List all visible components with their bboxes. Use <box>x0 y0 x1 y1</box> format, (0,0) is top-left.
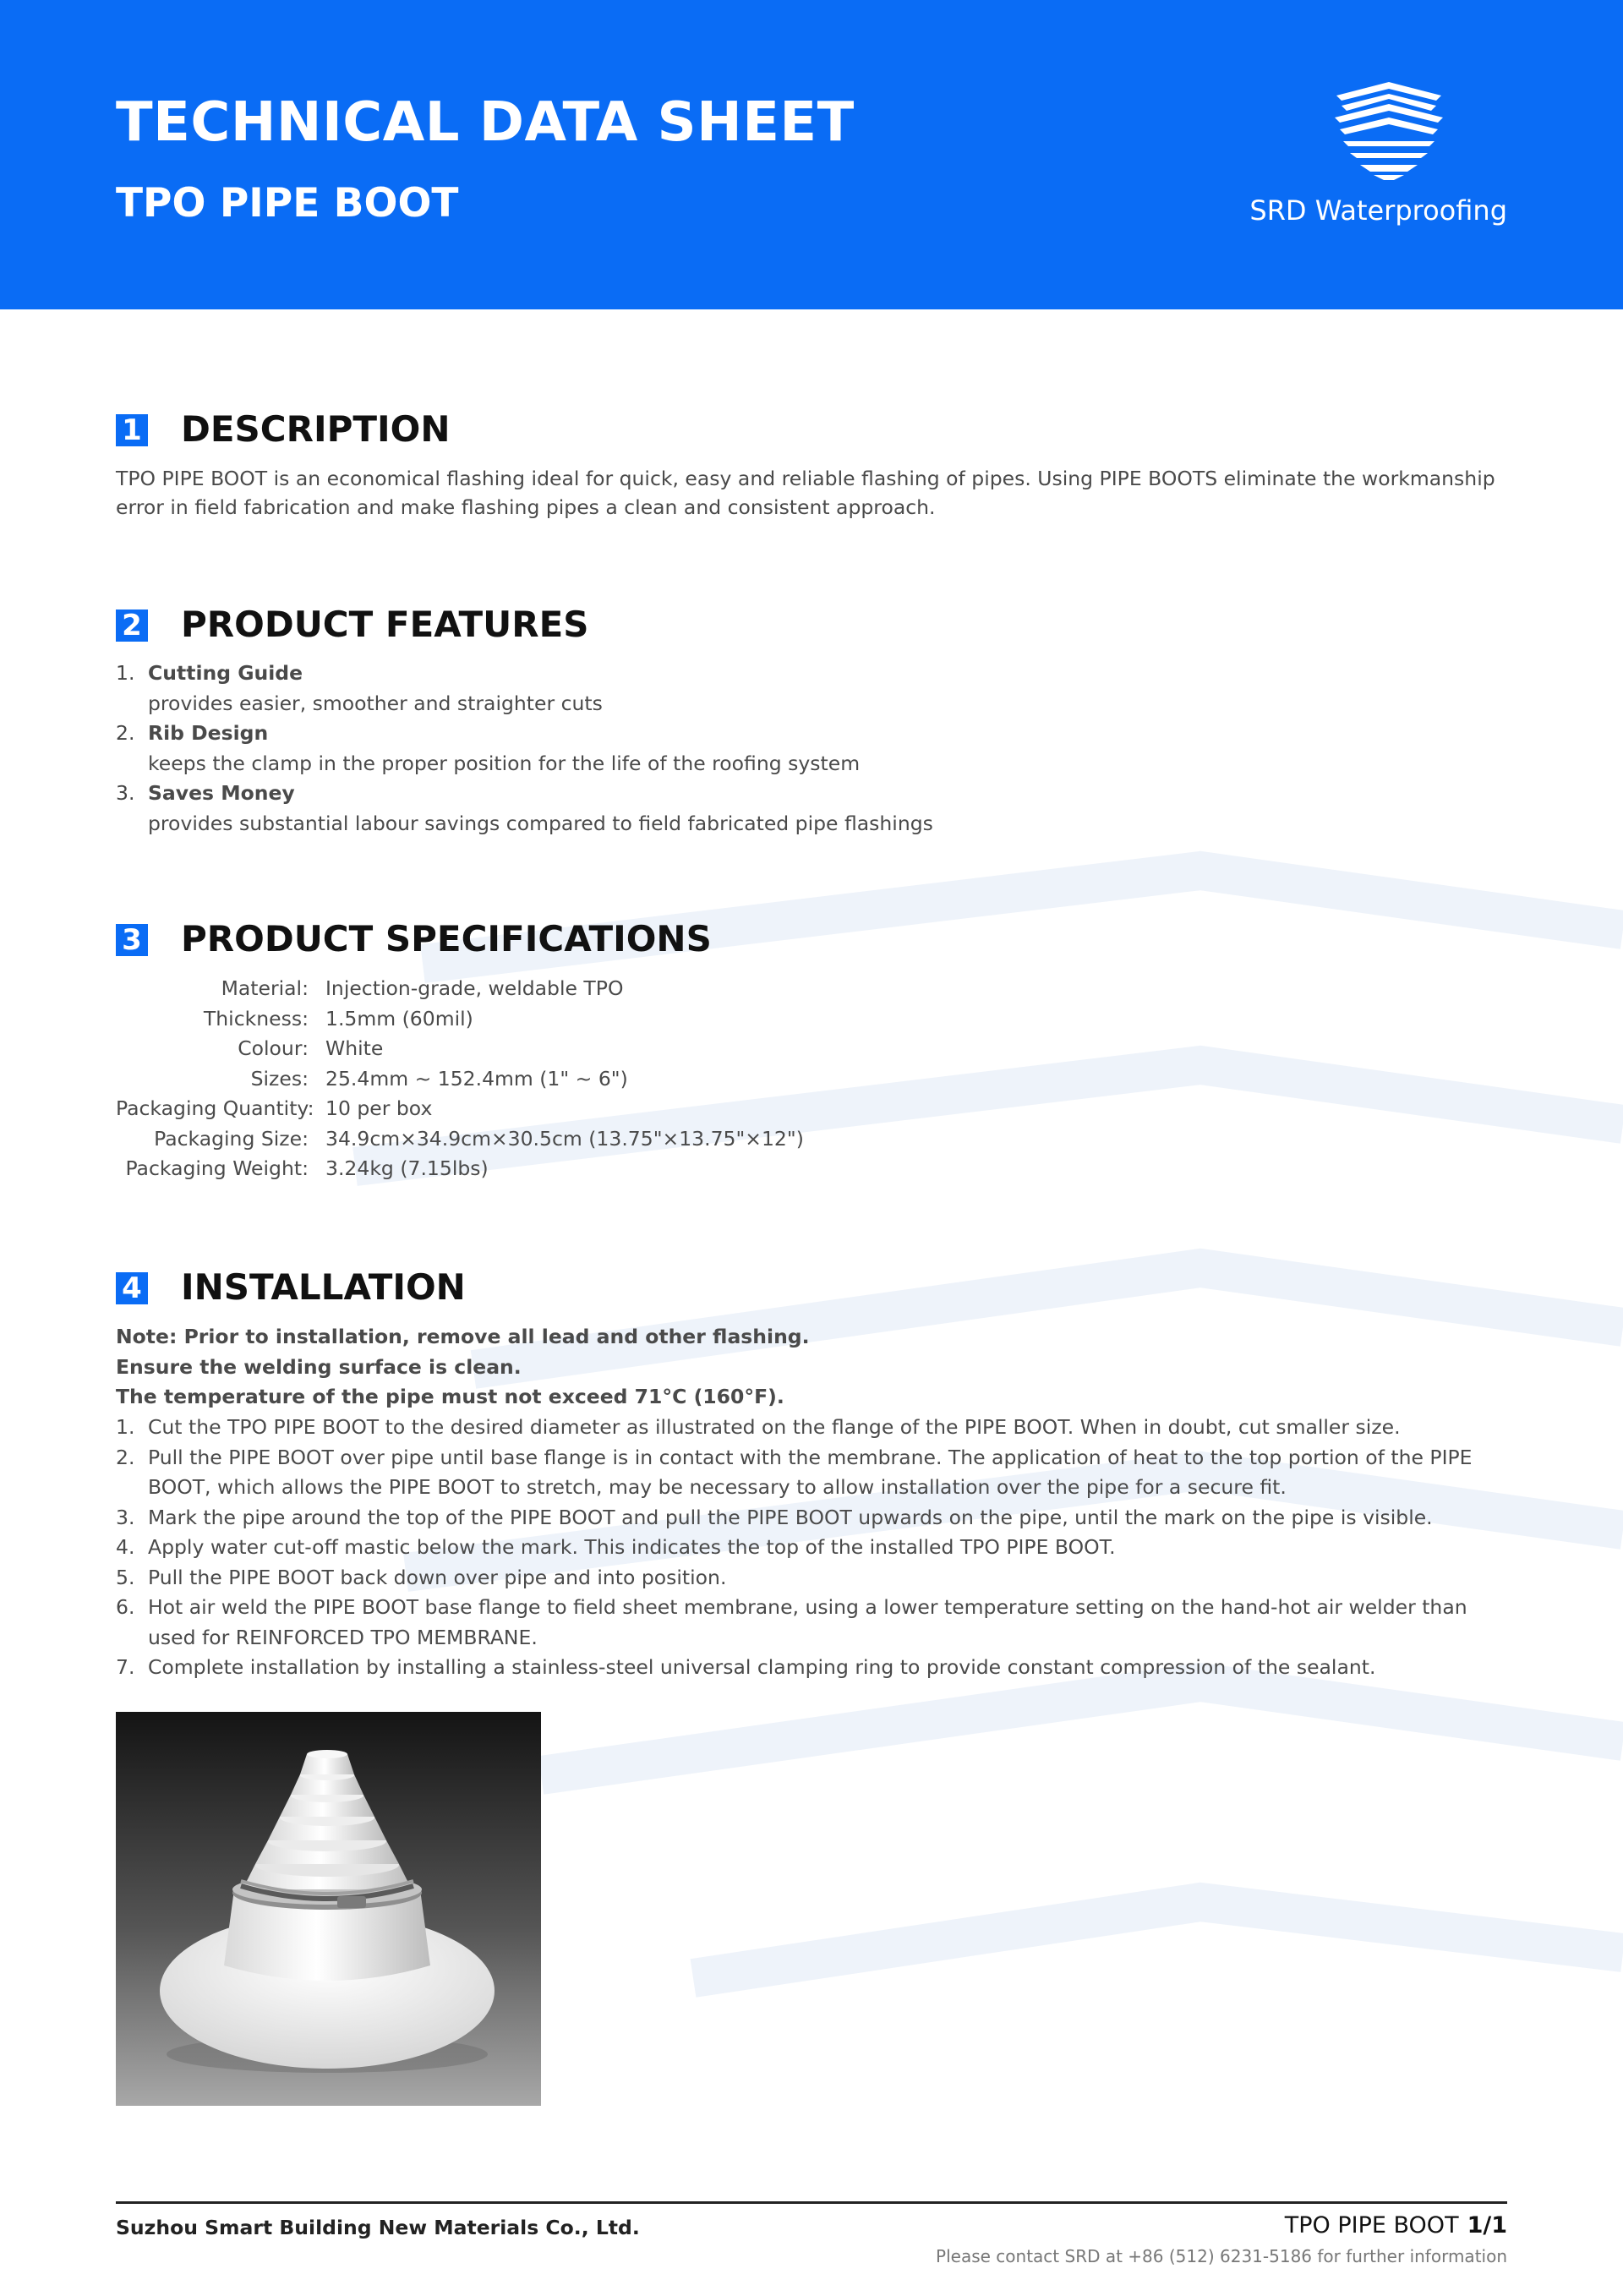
spec-value: 1.5mm (60mil) <box>325 1006 473 1030</box>
installation-step <box>116 1443 1507 1503</box>
installation-step <box>116 1593 1507 1653</box>
step-text: Complete installation by installing a stainless-steel universal clamping ring to provide constant compression of the sealant. <box>148 1655 1376 1679</box>
spec-row-material <box>116 974 804 1004</box>
feature-item <box>116 659 1507 719</box>
step-text: Mark the pipe around the top of the PIPE BOOT and pull the PIPE BOOT upwards on the pipe, until the mark on the pipe is visible. <box>148 1505 1433 1529</box>
step-number: 4. <box>116 1535 135 1559</box>
feature-item <box>116 719 1507 779</box>
spec-label: Packaging Quantity: <box>116 1096 314 1120</box>
header-band <box>0 0 1623 309</box>
step-number: 2. <box>116 1445 135 1469</box>
installation-steps <box>116 1413 1507 1683</box>
feature-number: 2. <box>116 721 135 745</box>
feature-number: 3. <box>116 781 135 805</box>
description-text: TPO PIPE BOOT is an economical flashing ideal for quick, easy and reliable flashing of pipes. Using PIPE BOOTS eliminate the workmanship error in field fabrication and make flashing pipes a clean and consistent approach. <box>116 467 1495 519</box>
feature-title: Rib Design <box>148 721 269 745</box>
spec-row-thickness <box>116 1004 804 1035</box>
spec-value: 10 per box <box>325 1096 433 1120</box>
step-number: 6. <box>116 1595 135 1619</box>
footer-company-name: Suzhou Smart Building New Materials Co., Ltd. <box>116 2216 640 2239</box>
spec-value: Injection-grade, weldable TPO <box>325 976 624 1000</box>
installation-note: The temperature of the pipe must not exceed 71°C (160°F). <box>116 1385 784 1408</box>
spec-value: 3.24kg (7.15lbs) <box>325 1156 489 1180</box>
step-text: Pull the PIPE BOOT back down over pipe and into position. <box>148 1565 727 1589</box>
spec-row-packaging-quantity <box>116 1094 804 1124</box>
spec-value: White <box>325 1036 384 1060</box>
spec-value: 25.4mm ~ 152.4mm (1" ~ 6") <box>325 1066 628 1091</box>
page-number: 1/1 <box>1467 2212 1507 2239</box>
spec-row-packaging-weight <box>116 1154 804 1184</box>
spec-label: Material: <box>221 976 309 1000</box>
footer-divider <box>116 2201 1507 2204</box>
product-photo <box>116 1712 541 2106</box>
spec-row-colour <box>116 1034 804 1064</box>
specifications-table <box>116 974 804 1184</box>
brand-name: SRD Waterproofing <box>1249 194 1507 227</box>
step-number: 3. <box>116 1505 135 1529</box>
document-title: TECHNICAL DATA SHEET <box>116 91 855 154</box>
step-number: 1. <box>116 1415 135 1439</box>
step-text: Cut the TPO PIPE BOOT to the desired diameter as illustrated on the flange of the PIPE BOOT. When in doubt, cut smaller size. <box>148 1415 1401 1439</box>
spec-label: Colour: <box>238 1036 309 1060</box>
installation-note: Note: Prior to installation, remove all lead and other flashing. <box>116 1325 810 1348</box>
section-number-badge: 1 <box>116 414 148 446</box>
spec-row-packaging-size <box>116 1124 804 1155</box>
spec-row-sizes <box>116 1064 804 1095</box>
feature-title: Saves Money <box>148 781 295 805</box>
installation-step <box>116 1533 1507 1563</box>
installation-step <box>116 1563 1507 1594</box>
section-title: PRODUCT SPECIFICATIONS <box>181 918 712 959</box>
spec-label: Thickness: <box>203 1006 309 1030</box>
installation-step <box>116 1413 1507 1443</box>
feature-description: provides easier, smoother and straighter cuts <box>148 691 603 715</box>
spec-label: Packaging Weight: <box>125 1156 309 1180</box>
step-text: Hot air weld the PIPE BOOT base flange to field sheet membrane, using a lower temperature setting on the hand-hot air welder than used for REINFORCED TPO MEMBRANE. <box>148 1595 1467 1649</box>
installation-notes <box>116 1322 1507 1413</box>
section-number-badge: 2 <box>116 610 148 642</box>
footer-product-label <box>1285 2212 1507 2239</box>
spec-value: 34.9cm×34.9cm×30.5cm (13.75"×13.75"×12") <box>325 1126 804 1151</box>
installation-step <box>116 1503 1507 1533</box>
feature-title: Cutting Guide <box>148 661 303 685</box>
spec-label: Packaging Size: <box>154 1126 309 1151</box>
srd-shield-logo-icon <box>1330 80 1448 180</box>
section-number-badge: 4 <box>116 1272 148 1304</box>
product-name: TPO PIPE BOOT <box>116 180 459 227</box>
feature-item <box>116 779 1507 839</box>
footer-product-name: TPO PIPE BOOT <box>1284 2212 1459 2239</box>
section-number-badge: 3 <box>116 924 148 956</box>
step-text: Pull the PIPE BOOT over pipe until base flange is in contact with the membrane. The application of heat to the top portion of the PIPE BOOT, which allows the PIPE BOOT to stretch, may be necessary to allow installation over the pipe for a secure fit. <box>148 1445 1473 1499</box>
installation-step <box>116 1653 1507 1683</box>
feature-number: 1. <box>116 661 135 685</box>
feature-description: provides substantial labour savings compared to field fabricated pipe flashings <box>148 811 933 835</box>
footer-contact-info: Please contact SRD at +86 (512) 6231-5186 for further information <box>936 2246 1507 2266</box>
step-number: 5. <box>116 1565 135 1589</box>
section-title: DESCRIPTION <box>181 408 451 450</box>
step-text: Apply water cut-off mastic below the mark. This indicates the top of the installed TPO PIPE BOOT. <box>148 1535 1116 1559</box>
step-number: 7. <box>116 1655 135 1679</box>
section-title: INSTALLATION <box>181 1266 466 1308</box>
feature-description: keeps the clamp in the proper position for the life of the roofing system <box>148 751 861 775</box>
feature-list <box>116 659 1507 839</box>
pipe-boot-illustration <box>116 1712 541 2106</box>
installation-note: Ensure the welding surface is clean. <box>116 1354 522 1379</box>
spec-label: Sizes: <box>250 1066 309 1091</box>
section-title: PRODUCT FEATURES <box>181 604 589 645</box>
